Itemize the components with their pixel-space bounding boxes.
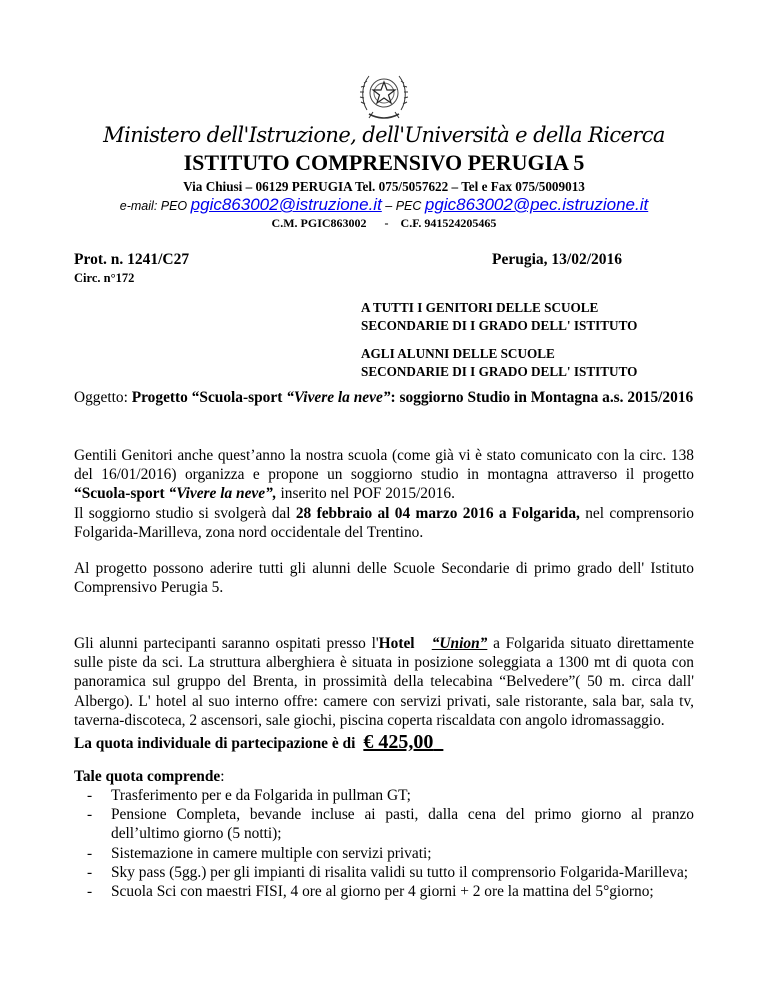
recipients-line: A TUTTI I GENITORI DELLE SCUOLE — [361, 300, 599, 315]
hotel-name: “Union” — [431, 635, 488, 652]
list-item — [74, 863, 694, 882]
pec-email-link[interactable]: pgic863002@pec.istruzione.it — [424, 195, 649, 214]
includes-list — [74, 786, 694, 901]
paragraph-text: Il soggiorno studio si svolgerà dal — [74, 504, 296, 522]
project-name-italic: “Vivere la neve”, — [168, 485, 277, 503]
includes-colon: : — [220, 768, 225, 785]
recipients-line: AGLI ALUNNI DELLE SCUOLE — [361, 346, 555, 361]
school-codes: C.M. PGIC863002 - C.F. 941524205465 — [271, 216, 497, 230]
ministry-name: Ministero dell'Istruzione, dell'Università e della Ricerca — [103, 123, 665, 147]
recipients-line: SECONDARIE DI I GRADO DELL' ISTITUTO — [361, 364, 638, 379]
paragraph-intro — [74, 446, 694, 542]
list-dash: - — [87, 863, 93, 881]
protocol-number: Prot. n. 1241/C27 — [74, 251, 190, 268]
paragraph-text: inserito nel POF 2015/2016. — [276, 485, 455, 503]
list-item-text: Scuola Sci con maestri FISI, 4 ore al giorno per 4 giorni + 2 ore la mattina del 5°giorno; — [111, 883, 654, 901]
list-item-text: Trasferimento per e da Folgarida in pullman GT; — [111, 787, 411, 804]
recipients-students — [361, 345, 637, 381]
list-dash: - — [87, 787, 93, 804]
list-item-text: Sky pass (5gg.) per gli impianti di risalita validi su tutto il comprensorio Folgarida-Marilleva; — [111, 863, 689, 881]
includes-title: Tale quota comprende — [74, 768, 221, 785]
fee-label: La quota individuale di partecipazione è di — [74, 735, 356, 752]
list-item — [74, 882, 694, 901]
peo-label: e-mail: PEO — [119, 199, 188, 213]
paragraph-text: Gentili Genitori anche quest’anno la nostra scuola (come già vi è stato comunicato con la circ. 138 del 16/01/2016) organizza e propone un soggiorno studio in montagna attraverso il progetto — [74, 447, 694, 484]
place-date: Perugia, 13/02/2016 — [492, 251, 623, 268]
recipients-line: SECONDARIE DI I GRADO DELL' ISTITUTO — [361, 318, 638, 333]
paragraph-hotel — [74, 634, 694, 730]
subject-title-end: : soggiorno Studio in Montagna a.s. 2015/2016 — [390, 389, 694, 406]
hotel-word: Hotel — [378, 635, 415, 652]
paragraph-text: a Folgarida situato direttamente sulle piste da sci. La struttura alberghiera è situata in posizione soleggiata a 1300 mt di quota con panoramica sul gruppo del Brenta, in prossimità della telecabina “Belvedere”( 50 m. circa dall' Albergo). L' hotel al suo interno offre: camere con servizi privati, sale ristorante, sala bar, sala tv, taverna-discoteca, 2 ascensori, sale giochi, piscina coperta riscaldata con angolo idromassaggio. — [74, 635, 694, 729]
list-item-text: Sistemazione in camere multiple con servizi privati; — [111, 844, 432, 862]
peo-email-link[interactable]: pgic863002@istruzione.it — [190, 195, 382, 214]
italian-republic-emblem-icon — [359, 66, 409, 124]
paragraph-eligibility: Al progetto possono aderire tutti gli alunni delle Scuole Secondarie di primo grado dell' Istituto Comprensivo Perugia 5. — [74, 560, 694, 597]
recipients-parents — [361, 299, 637, 335]
list-item — [74, 844, 694, 863]
list-dash: - — [87, 883, 93, 901]
subject — [74, 388, 694, 407]
subject-title: Progetto “Scuola-sport — [131, 389, 287, 406]
school-address: Via Chiusi – 06129 PERUGIA Tel. 075/5057622 – Tel e Fax 075/5009013 — [183, 179, 585, 194]
circular-number: Circ. n°172 — [74, 271, 135, 285]
list-item — [74, 786, 694, 805]
project-name: “Scuola-sport — [74, 485, 169, 503]
paragraph-text: Gli alunni partecipanti saranno ospitati presso l' — [74, 635, 379, 652]
fee-amount: € 425,00 — [363, 731, 434, 753]
subject-label: Oggetto: — [74, 389, 132, 406]
stay-dates: 28 febbraio al 04 marzo 2016 a Folgarida, — [295, 504, 580, 522]
list-dash: - — [87, 844, 93, 862]
pec-label: – PEC — [385, 199, 422, 213]
list-item-text: Pensione Completa, bevande incluse ai pasti, dalla cena del primo giorno al pranzo dell’ultimo giorno (5 notti); — [111, 806, 694, 843]
list-dash: - — [87, 806, 93, 824]
paragraph-text: nel comprensorio Folgarida-Marilleva, zona nord occidentale del Trentino. — [74, 504, 694, 541]
includes-heading — [74, 768, 225, 786]
subject-title-italic: “Vivere la neve” — [286, 389, 391, 406]
list-item — [74, 805, 694, 843]
school-name: ISTITUTO COMPRENSIVO PERUGIA 5 — [183, 150, 585, 175]
fee-line — [74, 731, 443, 754]
email-line — [0, 195, 768, 215]
